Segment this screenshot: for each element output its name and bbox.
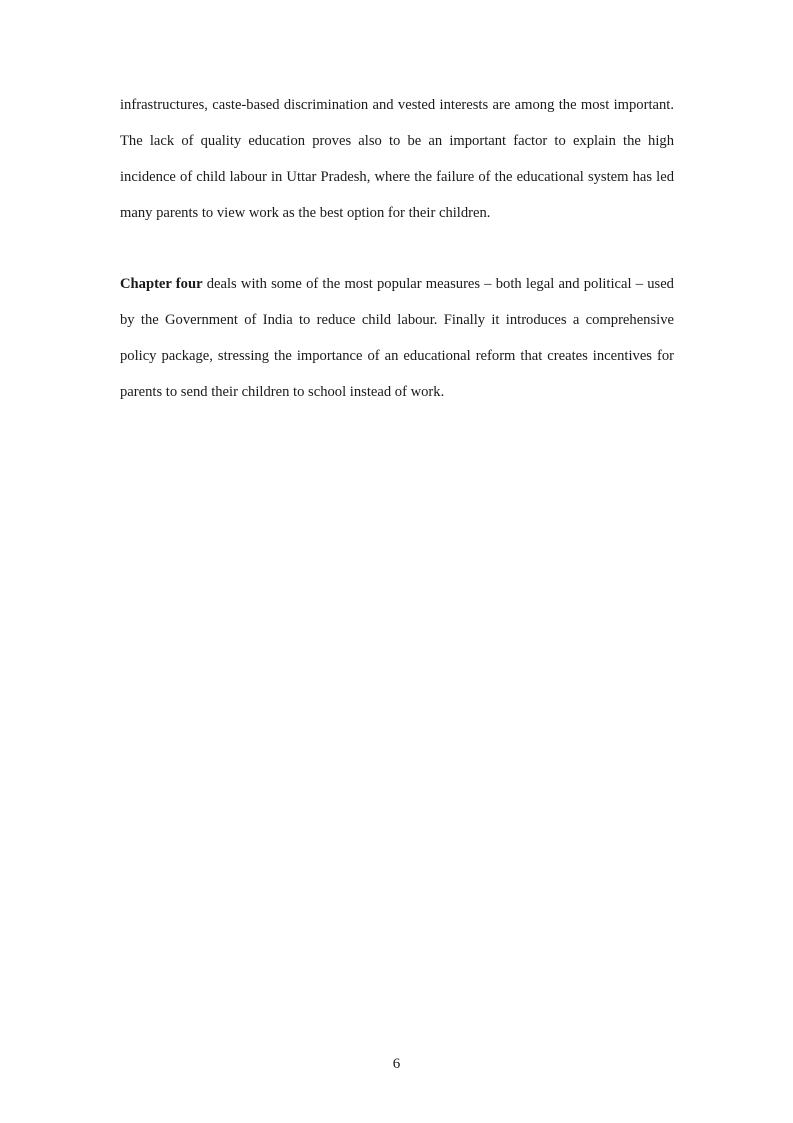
paragraph-2-text: deals with some of the most popular measures – both legal and political – used by the Government of India to reduce child labour. Finally it introduces a comprehensive policy package, stressing the importance of an educational reform that creates incentives for parents to send their children to school instead of work. — [120, 276, 674, 400]
page-number: 6 — [392, 1056, 401, 1072]
paragraph-2-bold-lead: Chapter four — [120, 276, 203, 292]
body-paragraph-1 — [120, 87, 674, 231]
body-paragraph-2 — [120, 266, 674, 410]
paragraph-1-text: infrastructures, caste-based discrimination and vested interests are among the most important. The lack of quality education proves also to be an important factor to explain the high incidence of child labour in Uttar Pradesh, where the failure of the educational system has led many parents to view work as the best option for their children. — [120, 97, 674, 221]
